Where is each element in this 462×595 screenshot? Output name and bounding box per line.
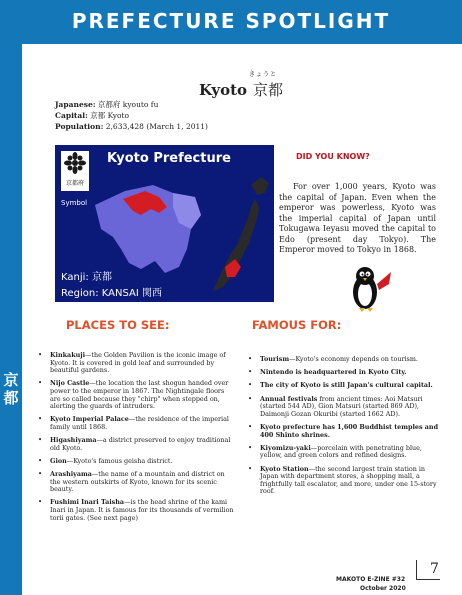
famous-heading: FAMOUS FOR: [252,318,342,332]
list-item: • Kyoto prefecture has 1,600 Buddhist temples and 400 Shinto shrines. [244,424,440,439]
fact-population: Population: 2,633,428 (March 1, 2011) [55,122,208,131]
sidebar [0,44,22,595]
list-item: • Fushimi Inari Taisha—is the head shrine of the kami Inari in Japan. It is famous for its thousands of vermilion torii gates. (See next page) [34,499,234,522]
did-you-know-body: For over 1,000 years, Kyoto was the capital of Japan. Even when the emperor was powerless, Kyoto was the imperial capital of Japan until Tokugawa Ieyasu moved the capital to Edo (present day Tokyo). The Emperor moved to Tokyo in 1868. [279,182,436,254]
facts-block [55,99,208,132]
places-heading: PLACES TO SEE: [66,318,170,332]
page-title [199,79,283,100]
header-banner [0,0,462,44]
footer-divider [416,560,417,580]
sidebar-kanji: 京都 [3,371,19,407]
prefecture-emblem [61,151,89,191]
list-item: • Kyoto Imperial Palace—the residence of the imperial family until 1868. [34,416,234,431]
japan-islands-shape [213,199,259,291]
list-item: • Nintendo is headquartered in Kyoto City. [244,369,440,377]
list-item: • Arashiyama—the name of a mountain and district on the western outskirts of Kyoto, known for its scenic beauty. [34,471,234,494]
list-item: • Kiyomizu-yaki—porcelain with penetrating blue, yellow, and green colors and refined designs. [244,445,440,460]
fact-capital: Capital: 京都 Kyoto [55,111,130,120]
list-item: • Kyoto Station—the second largest train station in Japan with department stores, a shopping mall, a frightfully tall escalator, and more, under one 15-story roof. [244,466,440,496]
map-region-line: Region: KANSAI 関西 [61,288,162,299]
title-kanji: 京都 [253,81,284,99]
map-symbol-label: Symbol [61,199,88,207]
page-number: 7 [430,561,439,577]
list-item: • Tourism—Kyoto's economy depends on tourism. [244,356,440,364]
list-item: • Higashiyama—a district preserved to enjoy traditional old Kyoto. [34,437,234,452]
japan-north-shape [251,177,269,195]
places-list [34,352,234,528]
footer-zine-name: MAKOTO E-ZINE #32 [336,576,406,583]
list-item: • Nijo Castle—the location the last shogun handed over power to the emperor in 1867. The Nightingale floors are so called because they "chirp" when stepped on, alerting the guards of intruders. [34,380,234,410]
footer-date: October 2020 [360,585,406,592]
header-title: PREFECTURE SPOTLIGHT [71,9,391,33]
famous-list [244,356,440,501]
footer-divider [416,579,440,580]
furigana: きょうと [249,71,278,78]
penguin-mascot-icon [345,262,395,314]
list-item: • The city of Kyoto is still Japan's cultural capital. [244,382,440,390]
prefecture-map [55,145,274,302]
fact-japanese: Japanese: 京都府 kyouto fu [55,100,159,109]
list-item: • Gion—Kyoto's famous geisha district. [34,458,234,466]
emblem-icon [61,151,89,191]
map-title: Kyoto Prefecture [107,151,231,166]
map-kanji-line: Kanji: 京都 [61,272,112,283]
list-item: • Annual festivals from ancient times: Aoi Matsuri (started 544 AD), Gion Matsuri (started 869 AD), Daimonji Gozan Okuribi (started 1662 AD). [244,396,440,419]
emblem-caption: 京都府 [65,180,85,187]
did-you-know-title: DID YOU KNOW? [296,152,370,161]
title-main: Kyoto [199,81,248,99]
list-item: • Kinkakuji—the Golden Pavilion is the iconic image of Kyoto. It is covered in gold leaf and surrounded by beautiful gardens. [34,352,234,375]
